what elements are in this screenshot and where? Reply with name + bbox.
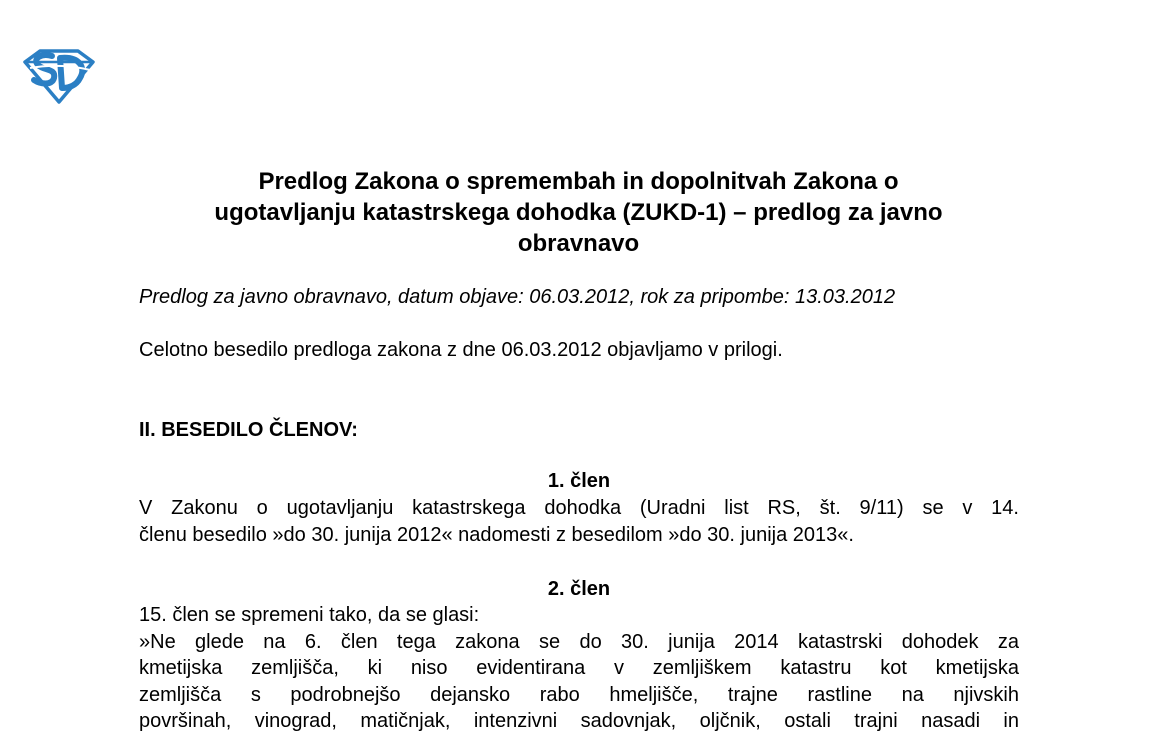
section-heading: II. BESEDILO ČLENOV:: [139, 419, 358, 441]
article-line: V Zakonu o ugotavljanju katastrskega dohodka (Uradni list RS, št. 9/11) se v 14.: [139, 497, 1019, 519]
article-body: [139, 495, 1019, 548]
article-line: 15. člen se spremeni tako, da se glasi:: [139, 604, 480, 626]
title-line: ugotavljanju katastrskega dohodka (ZUKD-1) – predlog za javno: [214, 199, 943, 226]
sd-logo-icon: [22, 48, 96, 104]
article-line: »Ne glede na 6. člen tega zakona se do 30. junija 2014 katastrski dohodek za: [139, 630, 1019, 653]
intro-text: Celotno besedilo predloga zakona z dne 06.03.2012 objavljamo v prilogi.: [139, 339, 783, 361]
article-heading: 1. člen: [547, 470, 611, 492]
title-line: Predlog Zakona o spremembah in dopolnitvah Zakona o: [258, 168, 899, 195]
document-title: [120, 166, 1037, 259]
article-line: zemljišča s podrobnejšo dejansko rabo hmeljišče, trajne rastline na njivskih: [139, 683, 1019, 706]
article-heading: 2. člen: [547, 578, 611, 600]
publication-info: Predlog za javno obravnavo, datum objave: 06.03.2012, rok za pripombe: 13.03.2012: [139, 286, 896, 308]
article-line: površinah, vinograd, matičnjak, intenzivni sadovnjak, oljčnik, ostali trajni nasadi in: [139, 710, 1019, 732]
article-body: [139, 602, 1019, 735]
article-line: kmetijska zemljišča, ki niso evidentirana v zemljiškem katastru kot kmetijska: [139, 657, 1019, 679]
article-line: členu besedilo »do 30. junija 2012« nadomesti z besedilom »do 30. junija 2013«.: [139, 523, 854, 546]
title-line: obravnavo: [517, 230, 640, 257]
